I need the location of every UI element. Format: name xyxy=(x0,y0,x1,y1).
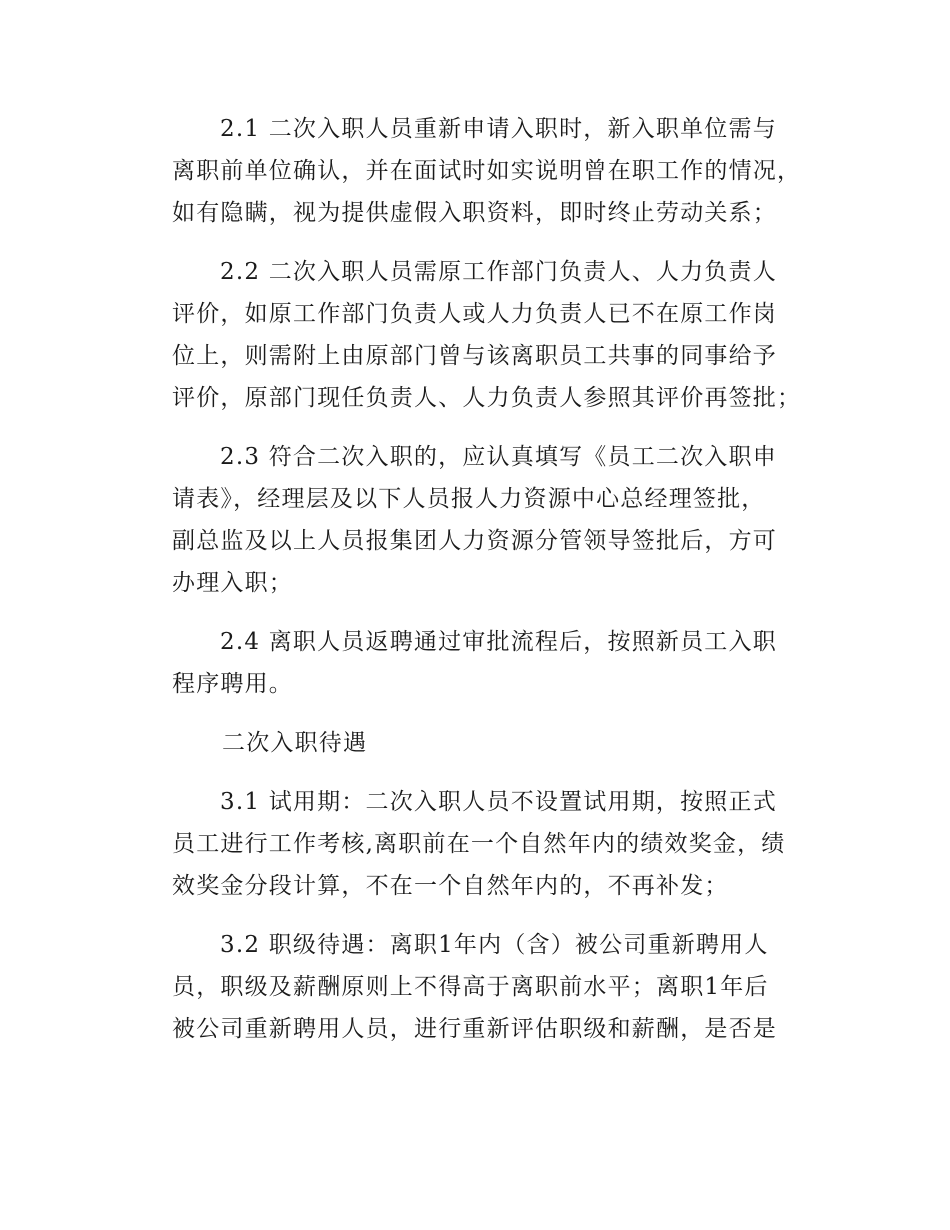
paragraph-2-1 xyxy=(172,108,812,234)
section-heading-text: 二次入职待遇 xyxy=(222,730,368,756)
paragraph-line: 程序聘用。 xyxy=(172,671,293,697)
paragraph-line: 办理入职； xyxy=(172,570,293,596)
paragraph-line: 3.1 试用期：二次入职人员不设置试用期，按照正式 xyxy=(220,789,777,815)
paragraph-line: 2.4 离职人员返聘通过审批流程后，按照新员工入职 xyxy=(220,629,777,655)
paragraph-line: 2.2 二次入职人员需原工作部门负责人、人力负责人 xyxy=(220,259,777,285)
paragraph-line: 2.1 二次入职人员重新申请入职时，新入职单位需与 xyxy=(220,116,777,142)
paragraph-3-2 xyxy=(172,924,812,1050)
document-page xyxy=(172,108,812,1067)
paragraph-2-4 xyxy=(172,621,812,705)
paragraph-line: 副总监及以上人员报集团人力资源分管领导签批后，方可 xyxy=(172,528,777,554)
paragraph-line: 如有隐瞒，视为提供虚假入职资料，即时终止劳动关系； xyxy=(172,200,777,226)
paragraph-line: 被公司重新聘用人员，进行重新评估职级和薪酬，是否是 xyxy=(172,1016,777,1042)
section-heading xyxy=(172,722,812,764)
paragraph-line: 请表》，经理层及以下人员报人力资源中心总经理签批， xyxy=(172,486,766,512)
paragraph-line: 评价，原部门现任负责人、人力负责人参照其评价再签批； xyxy=(172,385,802,411)
paragraph-line: 员，职级及薪酬原则上不得高于离职前水平；离职1年后 xyxy=(172,974,769,1000)
paragraph-2-2 xyxy=(172,251,812,419)
paragraph-line: 效奖金分段计算，不在一个自然年内的，不再补发； xyxy=(172,873,729,899)
paragraph-line: 2.3 符合二次入职的，应认真填写《员工二次入职申 xyxy=(220,444,777,470)
paragraph-line: 评价，如原工作部门负责人或人力负责人已不在原工作岗 xyxy=(172,301,777,327)
paragraph-3-1 xyxy=(172,781,812,907)
paragraph-2-3 xyxy=(172,436,812,604)
paragraph-line: 员工进行工作考核,离职前在一个自然年内的绩效奖金，绩 xyxy=(172,831,786,857)
paragraph-line: 位上，则需附上由原部门曾与该离职员工共事的同事给予 xyxy=(172,343,777,369)
paragraph-line: 离职前单位确认，并在面试时如实说明曾在职工作的情况， xyxy=(172,158,802,184)
paragraph-line: 3.2 职级待遇：离职1年内（含）被公司重新聘用人 xyxy=(220,932,769,958)
